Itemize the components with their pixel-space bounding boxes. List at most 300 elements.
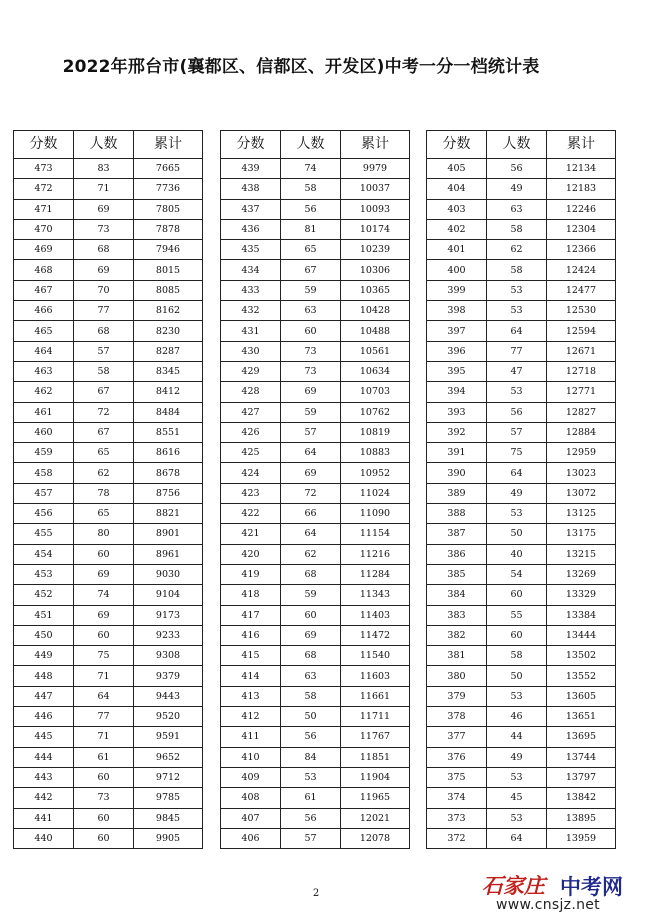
score-cell: 438 bbox=[221, 179, 281, 199]
score-cell: 465 bbox=[14, 321, 74, 341]
count-cell: 65 bbox=[74, 443, 134, 463]
count-cell: 67 bbox=[74, 382, 134, 402]
table-row bbox=[427, 159, 616, 179]
score-cell: 451 bbox=[14, 605, 74, 625]
cumulative-cell: 13552 bbox=[547, 666, 616, 686]
score-cell: 409 bbox=[221, 767, 281, 787]
score-cell: 452 bbox=[14, 585, 74, 605]
cumulative-cell: 11024 bbox=[341, 483, 410, 503]
table-row bbox=[14, 828, 203, 848]
table-row bbox=[221, 321, 410, 341]
score-cell: 402 bbox=[427, 219, 487, 239]
count-cell: 65 bbox=[281, 240, 341, 260]
cumulative-cell: 11661 bbox=[341, 686, 410, 706]
count-cell: 69 bbox=[281, 625, 341, 645]
cumulative-cell: 11472 bbox=[341, 625, 410, 645]
score-cell: 463 bbox=[14, 361, 74, 381]
score-cell: 381 bbox=[427, 646, 487, 666]
count-cell: 66 bbox=[281, 504, 341, 524]
cumulative-cell: 13125 bbox=[547, 504, 616, 524]
cumulative-cell: 13651 bbox=[547, 707, 616, 727]
score-cell: 457 bbox=[14, 483, 74, 503]
table-row bbox=[14, 443, 203, 463]
count-cell: 71 bbox=[74, 666, 134, 686]
score-cell: 462 bbox=[14, 382, 74, 402]
score-cell: 389 bbox=[427, 483, 487, 503]
table-row bbox=[221, 199, 410, 219]
page-number: 2 bbox=[312, 888, 320, 899]
score-cell: 424 bbox=[221, 463, 281, 483]
cumulative-cell: 11284 bbox=[341, 564, 410, 584]
count-cell: 49 bbox=[487, 483, 547, 503]
score-cell: 460 bbox=[14, 422, 74, 442]
count-cell: 46 bbox=[487, 707, 547, 727]
cumulative-cell: 7736 bbox=[134, 179, 203, 199]
score-cell: 471 bbox=[14, 199, 74, 219]
score-cell: 399 bbox=[427, 280, 487, 300]
table-row bbox=[427, 666, 616, 686]
cumulative-cell: 13959 bbox=[547, 828, 616, 848]
header-count: 人数 bbox=[487, 131, 547, 159]
score-cell: 383 bbox=[427, 605, 487, 625]
table-row bbox=[427, 341, 616, 361]
table-row bbox=[14, 463, 203, 483]
cumulative-cell: 10634 bbox=[341, 361, 410, 381]
score-cell: 382 bbox=[427, 625, 487, 645]
count-cell: 65 bbox=[74, 504, 134, 524]
count-cell: 70 bbox=[74, 280, 134, 300]
count-cell: 62 bbox=[487, 240, 547, 260]
table-row bbox=[221, 686, 410, 706]
count-cell: 60 bbox=[74, 625, 134, 645]
score-cell: 472 bbox=[14, 179, 74, 199]
count-cell: 67 bbox=[281, 260, 341, 280]
count-cell: 53 bbox=[487, 504, 547, 524]
score-cell: 425 bbox=[221, 443, 281, 463]
count-cell: 67 bbox=[74, 422, 134, 442]
table-row bbox=[221, 727, 410, 747]
score-cell: 445 bbox=[14, 727, 74, 747]
table-row bbox=[14, 808, 203, 828]
cumulative-cell: 12959 bbox=[547, 443, 616, 463]
table-row bbox=[427, 564, 616, 584]
table-row bbox=[221, 544, 410, 564]
table-row bbox=[14, 483, 203, 503]
cumulative-cell: 8484 bbox=[134, 402, 203, 422]
count-cell: 73 bbox=[281, 341, 341, 361]
table-row bbox=[14, 240, 203, 260]
cumulative-cell: 10428 bbox=[341, 301, 410, 321]
score-cell: 391 bbox=[427, 443, 487, 463]
count-cell: 60 bbox=[281, 605, 341, 625]
cumulative-cell: 13744 bbox=[547, 747, 616, 767]
watermark-brand-red: 石家庄 bbox=[482, 873, 545, 898]
table-row bbox=[427, 727, 616, 747]
cumulative-cell: 7878 bbox=[134, 219, 203, 239]
count-cell: 72 bbox=[281, 483, 341, 503]
count-cell: 60 bbox=[74, 767, 134, 787]
count-cell: 74 bbox=[281, 159, 341, 179]
count-cell: 53 bbox=[487, 301, 547, 321]
score-cell: 449 bbox=[14, 646, 74, 666]
table-row bbox=[427, 544, 616, 564]
count-cell: 69 bbox=[74, 605, 134, 625]
table-row bbox=[221, 301, 410, 321]
cumulative-cell: 8230 bbox=[134, 321, 203, 341]
cumulative-cell: 9030 bbox=[134, 564, 203, 584]
table-row bbox=[427, 199, 616, 219]
count-cell: 64 bbox=[487, 828, 547, 848]
cumulative-cell: 8412 bbox=[134, 382, 203, 402]
score-cell: 433 bbox=[221, 280, 281, 300]
score-cell: 456 bbox=[14, 504, 74, 524]
table-row bbox=[221, 483, 410, 503]
table-row bbox=[14, 301, 203, 321]
score-cell: 434 bbox=[221, 260, 281, 280]
table-row bbox=[427, 707, 616, 727]
score-cell: 443 bbox=[14, 767, 74, 787]
table-row bbox=[427, 605, 616, 625]
cumulative-cell: 8901 bbox=[134, 524, 203, 544]
table-row bbox=[14, 544, 203, 564]
table-row bbox=[221, 828, 410, 848]
cumulative-cell: 12134 bbox=[547, 159, 616, 179]
score-cell: 419 bbox=[221, 564, 281, 584]
cumulative-cell: 11154 bbox=[341, 524, 410, 544]
count-cell: 62 bbox=[74, 463, 134, 483]
cumulative-cell: 10037 bbox=[341, 179, 410, 199]
table-row bbox=[14, 564, 203, 584]
count-cell: 73 bbox=[74, 788, 134, 808]
score-cell: 405 bbox=[427, 159, 487, 179]
cumulative-cell: 13072 bbox=[547, 483, 616, 503]
count-cell: 68 bbox=[281, 646, 341, 666]
cumulative-cell: 10174 bbox=[341, 219, 410, 239]
cumulative-cell: 11965 bbox=[341, 788, 410, 808]
table-row bbox=[221, 219, 410, 239]
score-cell: 428 bbox=[221, 382, 281, 402]
score-cell: 422 bbox=[221, 504, 281, 524]
cumulative-cell: 10819 bbox=[341, 422, 410, 442]
count-cell: 63 bbox=[487, 199, 547, 219]
score-cell: 441 bbox=[14, 808, 74, 828]
score-cell: 421 bbox=[221, 524, 281, 544]
count-cell: 54 bbox=[487, 564, 547, 584]
count-cell: 71 bbox=[74, 727, 134, 747]
table-row bbox=[427, 625, 616, 645]
score-cell: 435 bbox=[221, 240, 281, 260]
table-row bbox=[221, 646, 410, 666]
table-row bbox=[14, 707, 203, 727]
count-cell: 57 bbox=[74, 341, 134, 361]
header-score: 分数 bbox=[221, 131, 281, 159]
count-cell: 68 bbox=[74, 240, 134, 260]
table-row bbox=[221, 666, 410, 686]
cumulative-cell: 10952 bbox=[341, 463, 410, 483]
cumulative-cell: 10762 bbox=[341, 402, 410, 422]
table-row bbox=[14, 767, 203, 787]
table-row bbox=[14, 341, 203, 361]
cumulative-cell: 10239 bbox=[341, 240, 410, 260]
score-cell: 379 bbox=[427, 686, 487, 706]
table-row bbox=[427, 321, 616, 341]
header-count: 人数 bbox=[74, 131, 134, 159]
score-table-1 bbox=[13, 130, 203, 849]
score-cell: 461 bbox=[14, 402, 74, 422]
score-cell: 466 bbox=[14, 301, 74, 321]
score-cell: 436 bbox=[221, 219, 281, 239]
cumulative-cell: 9308 bbox=[134, 646, 203, 666]
score-cell: 442 bbox=[14, 788, 74, 808]
table-row bbox=[221, 625, 410, 645]
count-cell: 56 bbox=[281, 808, 341, 828]
score-cell: 385 bbox=[427, 564, 487, 584]
count-cell: 64 bbox=[487, 321, 547, 341]
score-cell: 431 bbox=[221, 321, 281, 341]
table-row bbox=[427, 443, 616, 463]
cumulative-cell: 11711 bbox=[341, 707, 410, 727]
count-cell: 57 bbox=[281, 828, 341, 848]
count-cell: 60 bbox=[487, 585, 547, 605]
count-cell: 77 bbox=[74, 707, 134, 727]
score-cell: 446 bbox=[14, 707, 74, 727]
cumulative-cell: 9979 bbox=[341, 159, 410, 179]
table-row bbox=[14, 666, 203, 686]
score-cell: 404 bbox=[427, 179, 487, 199]
table-row bbox=[14, 321, 203, 341]
cumulative-cell: 10365 bbox=[341, 280, 410, 300]
cumulative-cell: 13502 bbox=[547, 646, 616, 666]
cumulative-cell: 11767 bbox=[341, 727, 410, 747]
score-cell: 437 bbox=[221, 199, 281, 219]
table-row bbox=[14, 686, 203, 706]
count-cell: 56 bbox=[281, 199, 341, 219]
table-row bbox=[427, 524, 616, 544]
table-row bbox=[427, 219, 616, 239]
score-cell: 467 bbox=[14, 280, 74, 300]
cumulative-cell: 11343 bbox=[341, 585, 410, 605]
count-cell: 57 bbox=[487, 422, 547, 442]
table-row bbox=[427, 301, 616, 321]
cumulative-cell: 13023 bbox=[547, 463, 616, 483]
score-cell: 439 bbox=[221, 159, 281, 179]
table-row bbox=[14, 625, 203, 645]
cumulative-cell: 8015 bbox=[134, 260, 203, 280]
table-row bbox=[427, 747, 616, 767]
cumulative-cell: 9845 bbox=[134, 808, 203, 828]
table-row bbox=[427, 179, 616, 199]
cumulative-cell: 12477 bbox=[547, 280, 616, 300]
count-cell: 53 bbox=[487, 280, 547, 300]
count-cell: 50 bbox=[487, 524, 547, 544]
watermark-brand-blue: 中考网 bbox=[560, 875, 623, 899]
score-cell: 410 bbox=[221, 747, 281, 767]
count-cell: 80 bbox=[74, 524, 134, 544]
count-cell: 84 bbox=[281, 747, 341, 767]
count-cell: 53 bbox=[281, 767, 341, 787]
table-row bbox=[427, 402, 616, 422]
table-row bbox=[221, 159, 410, 179]
count-cell: 56 bbox=[487, 402, 547, 422]
score-cell: 444 bbox=[14, 747, 74, 767]
count-cell: 64 bbox=[281, 524, 341, 544]
cumulative-cell: 10306 bbox=[341, 260, 410, 280]
score-cell: 469 bbox=[14, 240, 74, 260]
table-row bbox=[14, 402, 203, 422]
count-cell: 50 bbox=[281, 707, 341, 727]
cumulative-cell: 8345 bbox=[134, 361, 203, 381]
score-cell: 393 bbox=[427, 402, 487, 422]
count-cell: 61 bbox=[74, 747, 134, 767]
count-cell: 73 bbox=[74, 219, 134, 239]
table-row bbox=[427, 463, 616, 483]
table-row bbox=[427, 646, 616, 666]
cumulative-cell: 10883 bbox=[341, 443, 410, 463]
cumulative-cell: 11216 bbox=[341, 544, 410, 564]
count-cell: 49 bbox=[487, 747, 547, 767]
cumulative-cell: 8551 bbox=[134, 422, 203, 442]
table-row bbox=[221, 788, 410, 808]
score-cell: 407 bbox=[221, 808, 281, 828]
count-cell: 58 bbox=[487, 219, 547, 239]
score-cell: 390 bbox=[427, 463, 487, 483]
table-row bbox=[427, 382, 616, 402]
score-cell: 388 bbox=[427, 504, 487, 524]
score-cell: 432 bbox=[221, 301, 281, 321]
table-row bbox=[221, 402, 410, 422]
count-cell: 61 bbox=[281, 788, 341, 808]
header-score: 分数 bbox=[427, 131, 487, 159]
count-cell: 69 bbox=[74, 260, 134, 280]
table-row bbox=[221, 808, 410, 828]
table-row bbox=[221, 585, 410, 605]
table-row bbox=[221, 747, 410, 767]
count-cell: 60 bbox=[487, 625, 547, 645]
count-cell: 45 bbox=[487, 788, 547, 808]
cumulative-cell: 13797 bbox=[547, 767, 616, 787]
table-row bbox=[221, 564, 410, 584]
score-cell: 394 bbox=[427, 382, 487, 402]
header-count: 人数 bbox=[281, 131, 341, 159]
table-row bbox=[14, 179, 203, 199]
count-cell: 58 bbox=[487, 260, 547, 280]
table-row bbox=[221, 260, 410, 280]
score-cell: 386 bbox=[427, 544, 487, 564]
cumulative-cell: 13695 bbox=[547, 727, 616, 747]
count-cell: 50 bbox=[487, 666, 547, 686]
watermark-url: www.cnsjz.net bbox=[496, 897, 600, 913]
score-cell: 417 bbox=[221, 605, 281, 625]
score-cell: 430 bbox=[221, 341, 281, 361]
score-table-3 bbox=[426, 130, 616, 849]
count-cell: 53 bbox=[487, 767, 547, 787]
cumulative-cell: 11904 bbox=[341, 767, 410, 787]
score-cell: 470 bbox=[14, 219, 74, 239]
score-cell: 416 bbox=[221, 625, 281, 645]
count-cell: 60 bbox=[74, 828, 134, 848]
score-cell: 455 bbox=[14, 524, 74, 544]
table-row bbox=[14, 280, 203, 300]
table-row bbox=[221, 524, 410, 544]
count-cell: 60 bbox=[281, 321, 341, 341]
table-row bbox=[14, 504, 203, 524]
cumulative-cell: 12671 bbox=[547, 341, 616, 361]
cumulative-cell: 10703 bbox=[341, 382, 410, 402]
score-cell: 411 bbox=[221, 727, 281, 747]
count-cell: 75 bbox=[487, 443, 547, 463]
score-cell: 403 bbox=[427, 199, 487, 219]
cumulative-cell: 12718 bbox=[547, 361, 616, 381]
table-row bbox=[221, 707, 410, 727]
table-row bbox=[14, 260, 203, 280]
cumulative-cell: 9233 bbox=[134, 625, 203, 645]
score-table-2 bbox=[220, 130, 410, 849]
cumulative-cell: 11090 bbox=[341, 504, 410, 524]
count-cell: 62 bbox=[281, 544, 341, 564]
header-cumulative: 累计 bbox=[547, 131, 616, 159]
cumulative-cell: 9379 bbox=[134, 666, 203, 686]
count-cell: 60 bbox=[74, 544, 134, 564]
cumulative-cell: 12884 bbox=[547, 422, 616, 442]
table-row bbox=[427, 483, 616, 503]
count-cell: 59 bbox=[281, 585, 341, 605]
score-cell: 418 bbox=[221, 585, 281, 605]
table-row bbox=[14, 422, 203, 442]
cumulative-cell: 8756 bbox=[134, 483, 203, 503]
cumulative-cell: 11403 bbox=[341, 605, 410, 625]
table-row bbox=[14, 524, 203, 544]
cumulative-cell: 13384 bbox=[547, 605, 616, 625]
score-cell: 406 bbox=[221, 828, 281, 848]
cumulative-cell: 9104 bbox=[134, 585, 203, 605]
score-cell: 414 bbox=[221, 666, 281, 686]
count-cell: 73 bbox=[281, 361, 341, 381]
table-row bbox=[14, 605, 203, 625]
score-cell: 392 bbox=[427, 422, 487, 442]
cumulative-cell: 11540 bbox=[341, 646, 410, 666]
header-cumulative: 累计 bbox=[134, 131, 203, 159]
table-row bbox=[221, 422, 410, 442]
count-cell: 53 bbox=[487, 808, 547, 828]
count-cell: 71 bbox=[74, 179, 134, 199]
cumulative-cell: 8085 bbox=[134, 280, 203, 300]
score-cell: 468 bbox=[14, 260, 74, 280]
score-cell: 454 bbox=[14, 544, 74, 564]
cumulative-cell: 7665 bbox=[134, 159, 203, 179]
count-cell: 74 bbox=[74, 585, 134, 605]
score-cell: 384 bbox=[427, 585, 487, 605]
table-row bbox=[14, 727, 203, 747]
score-cell: 396 bbox=[427, 341, 487, 361]
table-row bbox=[14, 219, 203, 239]
score-cell: 387 bbox=[427, 524, 487, 544]
count-cell: 59 bbox=[281, 402, 341, 422]
score-cell: 400 bbox=[427, 260, 487, 280]
score-cell: 408 bbox=[221, 788, 281, 808]
table-row bbox=[427, 828, 616, 848]
cumulative-cell: 9173 bbox=[134, 605, 203, 625]
count-cell: 81 bbox=[281, 219, 341, 239]
cumulative-cell: 9712 bbox=[134, 767, 203, 787]
count-cell: 40 bbox=[487, 544, 547, 564]
score-cell: 373 bbox=[427, 808, 487, 828]
cumulative-cell: 8287 bbox=[134, 341, 203, 361]
watermark-logo bbox=[482, 870, 642, 914]
count-cell: 77 bbox=[487, 341, 547, 361]
score-cell: 450 bbox=[14, 625, 74, 645]
cumulative-cell: 12424 bbox=[547, 260, 616, 280]
count-cell: 55 bbox=[487, 605, 547, 625]
